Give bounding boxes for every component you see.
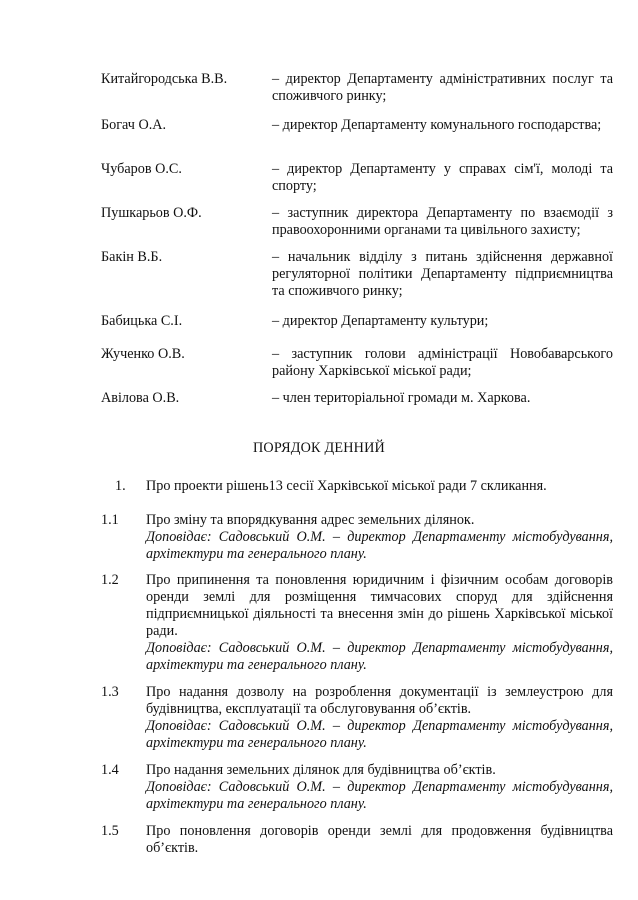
agenda-item-number: 1.4 xyxy=(101,762,119,778)
attendee-role: – начальник відділу з питань здійснення державної регуляторної політики Департаменту підприємництва та споживчого ринку; xyxy=(272,249,613,299)
attendee-name: Пушкарьов О.Ф. xyxy=(101,205,202,221)
agenda-item-number: 1.2 xyxy=(101,572,119,588)
agenda-item-reporter: Доповідає: Садовський О.М. – директор Департаменту містобудування, архітектури та генерального плану. xyxy=(146,718,613,751)
attendee-name: Чубаров О.С. xyxy=(101,161,182,177)
agenda-item-title: Про припинення та поновлення юридичним і фізичним особам договорів оренди землі для розміщення тимчасових споруд для здійснення підприємницької діяльності та внесення змін до рішень Харківської міської ради. xyxy=(146,572,613,639)
attendee-name: Жученко О.В. xyxy=(101,346,185,362)
attendee-name: Китайгородська В.В. xyxy=(101,71,228,87)
agenda-item-number: 1. xyxy=(115,478,126,494)
agenda-item-number: 1.1 xyxy=(101,512,119,528)
agenda-item-title: Про надання дозволу на розроблення документації із землеустрою для будівництва, експлуатації та обслуговування об’єктів. xyxy=(146,684,613,717)
attendee-name: Авілова О.В. xyxy=(101,390,180,406)
attendee-role: – заступник голови адміністрації Новобаварського району Харківської міської ради; xyxy=(272,346,613,379)
attendee-role: – директор Департаменту у справах сім'ї, молоді та спорту; xyxy=(272,161,613,194)
agenda-item-reporter: Доповідає: Садовський О.М. – директор Департаменту містобудування, архітектури та генерального плану. xyxy=(146,779,613,812)
attendee-name: Бакін В.Б. xyxy=(101,249,163,265)
agenda-item-title: Про зміну та впорядкування адрес земельних ділянок. xyxy=(146,512,475,528)
attendee-role: – заступник директора Департаменту по взаємодії з правоохоронними органами та цивільного захисту; xyxy=(272,205,613,238)
attendee-name: Богач О.А. xyxy=(101,117,167,133)
attendee-role: – член територіальної громади м. Харкова. xyxy=(272,390,531,406)
agenda-item-number: 1.3 xyxy=(101,684,119,700)
agenda-item-number: 1.5 xyxy=(101,823,119,839)
attendee-role: – директор Департаменту адміністративних послуг та споживчого ринку; xyxy=(272,71,613,104)
agenda-item-title: Про надання земельних ділянок для будівництва об’єктів. xyxy=(146,762,496,778)
attendee-name: Бабицька С.І. xyxy=(101,313,183,329)
agenda-item-title: Про проекти рішень13 сесії Харківської міської ради 7 скликання. xyxy=(146,478,547,494)
agenda-item-title: Про поновлення договорів оренди землі для продовження будівництва об’єктів. xyxy=(146,823,613,856)
attendee-role: – директор Департаменту культури; xyxy=(272,313,489,329)
agenda-item-reporter: Доповідає: Садовський О.М. – директор Департаменту містобудування, архітектури та генерального плану. xyxy=(146,529,613,562)
attendee-role: – директор Департаменту комунального господарства; xyxy=(272,117,602,133)
agenda-item-reporter: Доповідає: Садовський О.М. – директор Департаменту містобудування, архітектури та генерального плану. xyxy=(146,640,613,673)
agenda-heading: ПОРЯДОК ДЕННИЙ xyxy=(252,440,385,456)
